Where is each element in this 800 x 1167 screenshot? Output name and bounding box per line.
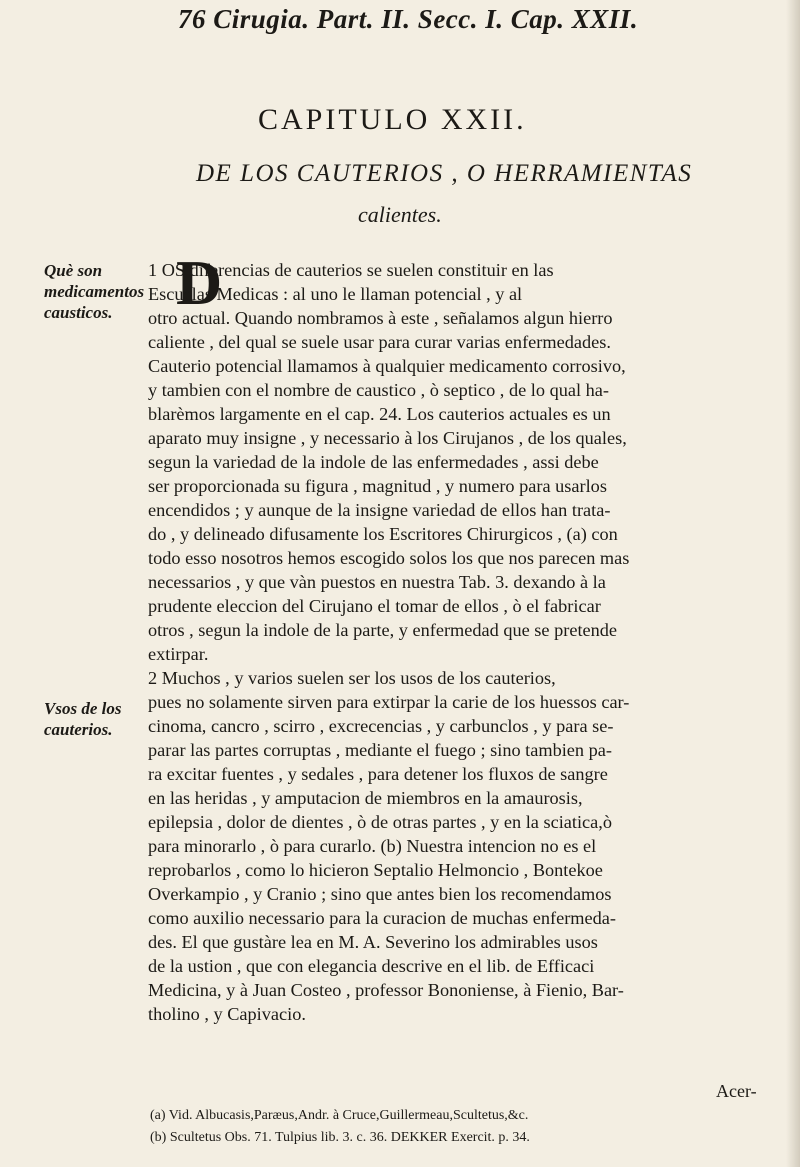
marginal-note-caustic-medicines: Què son medicamentos causticos. <box>44 261 145 322</box>
body-line: de la ustion , que con elegancia descrive en el lib. de Efficaci <box>148 956 595 976</box>
body-line: todo esso nosotros hemos escogido solos los que nos parecen mas <box>148 548 630 568</box>
body-line: otro actual. Quando nombramos à este , señalamos algun hierro <box>148 308 613 328</box>
body-line: epilepsia , dolor de dientes , ò de otras partes , y en la sciatica,ò <box>148 812 612 832</box>
body-line: para minorarlo , ò para curarlo. (b) Nuestra intencion no es el <box>148 836 597 856</box>
body-line: pues no solamente sirven para extirpar la carie de los huessos car- <box>148 692 630 712</box>
chapter-subtitle-line1: DE LOS CAUTERIOS , O HERRAMIENTAS <box>196 160 693 187</box>
body-line: extirpar. <box>148 644 209 664</box>
catchword: Acer- <box>716 1081 757 1101</box>
body-line: en las heridas , y amputacion de miembros en la amaurosis, <box>148 788 583 808</box>
chapter-subtitle-line2: calientes. <box>358 202 442 227</box>
body-line: ser proporcionada su figura , magnitud , y numero para usarlos <box>148 476 607 496</box>
body-line: Escuelas Medicas : al uno le llaman potencial , y al <box>148 284 523 304</box>
body-line: Cauterio potencial llamamos à qualquier medicamento corrosivo, <box>148 356 626 376</box>
body-line: aparato muy insigne , y necessario à los Cirujanos , de los quales, <box>148 428 627 448</box>
body-line: 2 Muchos , y varios suelen ser los usos de los cauterios, <box>148 668 556 688</box>
body-line: reprobarlos , como lo hicieron Septalio Helmoncio , Bontekoe <box>148 860 603 880</box>
footnote-b: (b) Scultetus Obs. 71. Tulpius lib. 3. c. 36. DEKKER Exercit. p. 34. <box>150 1130 530 1145</box>
body-line: 1 OS diferencias de cauterios se suelen constituir en las <box>148 260 554 280</box>
body-line: segun la variedad de la indole de las enfermedades , assi debe <box>148 452 599 472</box>
marginal-note-uses-of-cauteries: Vsos de los cauterios. <box>44 699 122 739</box>
body-line: ra excitar fuentes , y sedales , para detener los fluxos de sangre <box>148 764 608 784</box>
chapter-title: CAPITULO XXII. <box>258 103 527 136</box>
page-edge-shadow <box>786 0 800 1167</box>
body-line: como auxilio necessario para la curacion de muchas enfermeda- <box>148 908 616 928</box>
body-line: Overkampio , y Cranio ; sino que antes bien los recomendamos <box>148 884 612 904</box>
body-line: parar las partes corruptas , mediante el fuego ; sino tambien pa- <box>148 740 612 760</box>
body-line: tholino , y Capivacio. <box>148 1004 306 1024</box>
body-line: do , y delineado difusamente los Escritores Chirurgicos , (a) con <box>148 524 618 544</box>
body-line: encendidos ; y aunque de la insigne variedad de ellos han trata- <box>148 500 611 520</box>
body-line: otros , segun la indole de la parte, y enfermedad que se pretende <box>148 620 618 640</box>
drop-cap-initial: D <box>176 247 223 318</box>
body-line: prudente eleccion del Cirujano el tomar de ellos , ò el fabricar <box>148 596 601 616</box>
body-line: cinoma, cancro , scirro , excrecencias , y carbunclos , y para se- <box>148 716 614 736</box>
running-head: 76 Cirugia. Part. II. Secc. I. Cap. XXII. <box>178 4 639 34</box>
body-line: necessarios , y que vàn puestos en nuestra Tab. 3. dexando à la <box>148 572 606 592</box>
footnote-a: (a) Vid. Albucasis,Paræus,Andr. à Cruce,Guillermeau,Scultetus,&c. <box>150 1108 529 1123</box>
body-line: des. El que gustàre lea en M. A. Severino los admirables usos <box>148 932 598 952</box>
body-line: Medicina, y à Juan Costeo , professor Bononiense, à Fienio, Bar- <box>148 980 624 1000</box>
body-line: caliente , del qual se suele usar para curar varias enfermedades. <box>148 332 611 352</box>
body-line: blarèmos largamente en el cap. 24. Los cauterios actuales es un <box>148 404 611 424</box>
body-line: y tambien con el nombre de caustico , ò septico , de lo qual ha- <box>148 380 609 400</box>
